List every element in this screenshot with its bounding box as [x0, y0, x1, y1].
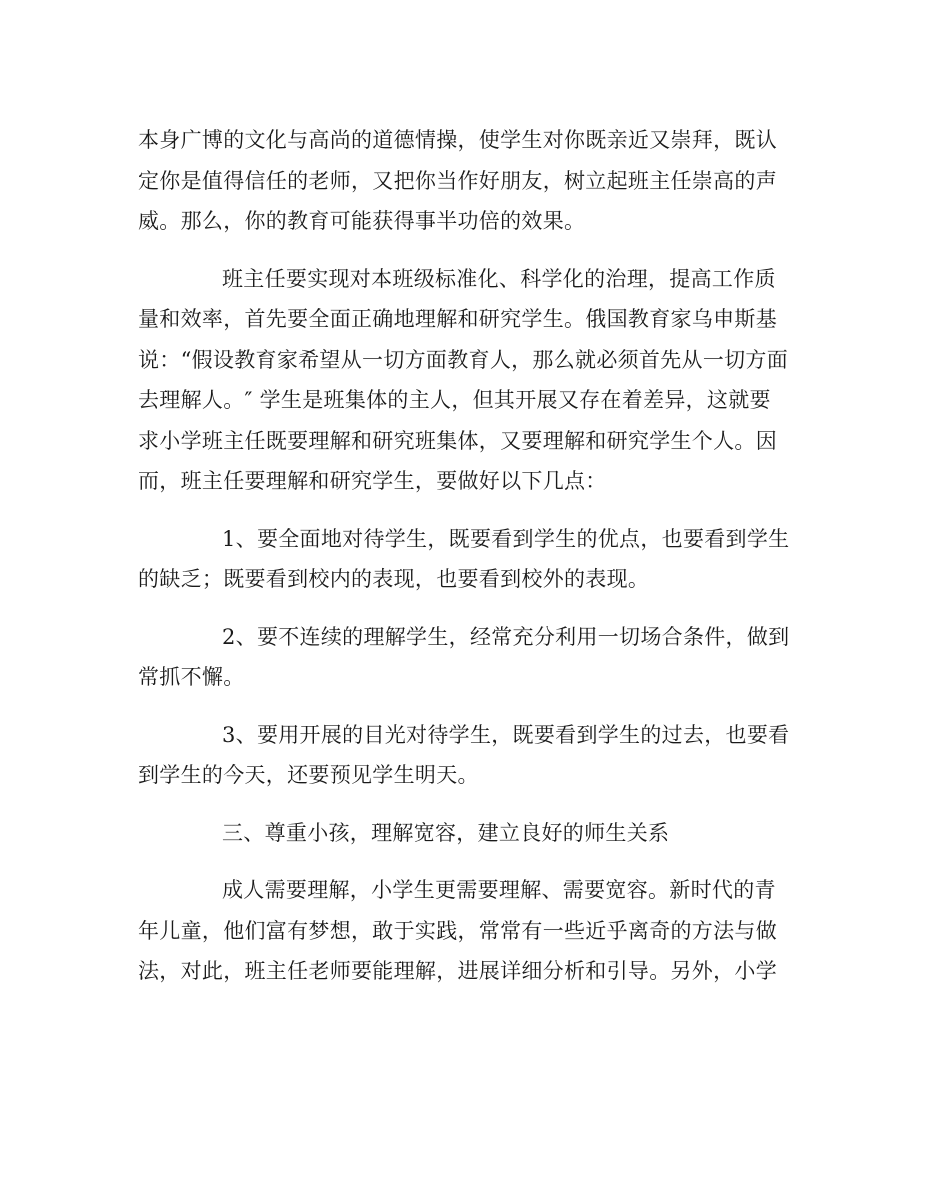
text-line: 量和效率，首先要全面正确地理解和研究学生。俄国教育家乌申斯基	[138, 307, 777, 331]
text-line: 而，班主任要理解和研究学生，要做好以下几点：	[138, 469, 607, 493]
paragraph-gap	[138, 698, 818, 715]
text-line: 1、要全面地对待学生，既要看到学生的优点，也要看到学生	[222, 526, 790, 551]
text-line: 定你是值得信任的老师，又把你当作好朋友，树立起班主任崇高的声	[138, 168, 777, 193]
text-line: 本身广博的文化与高尚的道德情操，使学生对你既亲近又崇拜，既认	[138, 128, 777, 152]
paragraph-gap	[138, 242, 818, 259]
text-line: 法，对此，班主任老师要能理解，进展详细分析和引导。另外，小学	[138, 959, 777, 983]
paragraph-point-3	[138, 715, 818, 796]
paragraph-gap	[138, 502, 818, 519]
paragraph-gap	[138, 796, 818, 813]
paragraph-gap	[138, 853, 818, 870]
paragraph-understanding-tolerance	[138, 870, 818, 992]
paragraph-point-2	[138, 617, 818, 698]
text-line: 班主任要实现对本班级标准化、科学化的治理，提高工作质	[222, 266, 776, 291]
text-line: 2、要不连续的理解学生，经常充分利用一切场合条件，做到	[222, 624, 790, 649]
text-line: 求小学班主任既要理解和研究班集体，又要理解和研究学生个人。因	[138, 428, 777, 453]
paragraph-teacher-prestige	[138, 120, 818, 242]
text-line: 去理解人。″ 学生是班集体的主人，但其开展又存在着差异，这就要	[138, 388, 771, 412]
section-heading: 三、尊重小孩，理解宽容，建立良好的师生关系	[222, 820, 670, 845]
text-line: 成人需要理解，小学生更需要理解、需要宽容。新时代的青	[222, 878, 776, 902]
text-line: 说：“假设教育家希望从一切方面教育人，那么就必须首先从一切方面	[138, 347, 789, 372]
text-line: 威。那么，你的教育可能获得事半功倍的效果。	[138, 209, 586, 233]
text-line: 3、要用开展的目光对待学生，既要看到学生的过去，也要看	[222, 722, 790, 747]
section-heading-respect-children	[138, 813, 818, 854]
document-body	[138, 120, 818, 992]
text-line: 的缺乏；既要看到校内的表现，也要看到校外的表现。	[138, 567, 650, 591]
paragraph-point-1	[138, 519, 818, 600]
paragraph-understand-students	[138, 259, 818, 502]
text-line: 到学生的今天，还要预见学生明天。	[138, 763, 479, 787]
text-line: 年儿童，他们富有梦想，敢于实践，常常有一些近乎离奇的方法与做	[138, 918, 777, 943]
paragraph-gap	[138, 600, 818, 617]
text-line: 常抓不懈。	[138, 665, 245, 689]
